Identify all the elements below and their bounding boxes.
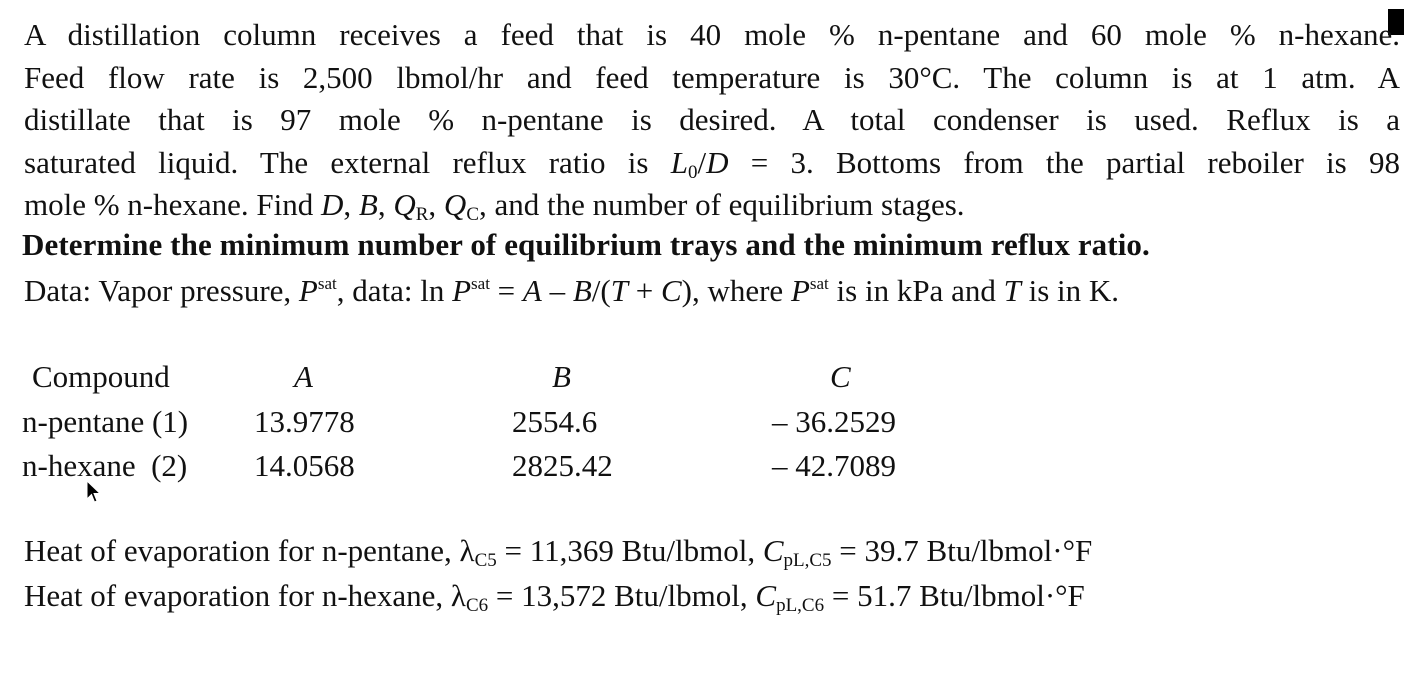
a-cell: 13.9778	[254, 403, 355, 439]
header-C: C	[830, 359, 851, 395]
data-pre: Data: Vapor pressure,	[24, 273, 299, 308]
find-post: , and the number of equilibrium stages.	[479, 187, 965, 222]
cp-pentane-value: = 39.7 Btu/lbmol·°F	[831, 533, 1093, 568]
data-P3: P	[790, 273, 810, 308]
find-B: B	[358, 187, 378, 222]
heat-pentane-text: Heat of evaporation for n-pentane,	[24, 533, 460, 568]
a-cell: 14.0568	[254, 448, 355, 484]
task-heading: Determine the minimum number of equilibrium trays and the minimum reflux ratio.	[22, 227, 1150, 262]
find-QR: Q	[393, 187, 416, 222]
reflux-L-subscript: 0	[687, 161, 698, 183]
heat-hexane-text: Heat of evaporation for n-hexane,	[24, 578, 451, 613]
find-QC-subscript: C	[466, 204, 479, 225]
problem-line-4	[24, 142, 1400, 185]
data-plus: +	[627, 273, 661, 308]
cp-subscript: pL,C6	[776, 595, 825, 616]
reflux-slash: /	[697, 144, 707, 180]
find-comma-1: ,	[343, 187, 359, 222]
heat-pentane-value: = 11,369 Btu/lbmol,	[496, 533, 763, 568]
header-A: A	[294, 359, 313, 395]
find-D: D	[321, 187, 344, 222]
data-T2: T	[1003, 273, 1021, 308]
problem-line-5	[24, 184, 1400, 227]
b-cell: 2825.42	[512, 448, 613, 484]
cp-symbol: C	[762, 533, 784, 568]
lambda-symbol: λ	[450, 578, 466, 613]
cp-hexane-value: = 51.7 Btu/lbmol·°F	[824, 578, 1085, 613]
data-minus: –	[541, 273, 573, 308]
reflux-text: saturated liquid. The external reflux ratio is	[24, 144, 671, 180]
table-header-row	[22, 355, 1030, 400]
header-compound: Compound	[32, 359, 170, 395]
data-P1: P	[298, 273, 318, 308]
antoine-constants-table	[22, 355, 1030, 489]
data-mid2: is in kPa and	[828, 273, 1004, 308]
compound-cell: n-pentane (1)	[22, 403, 189, 439]
find-QC: Q	[443, 187, 467, 222]
heat-hexane-line	[24, 578, 1085, 614]
data-mid1: , data: ln	[336, 273, 453, 308]
b-cell: 2554.6	[512, 403, 598, 439]
header-B: B	[552, 359, 571, 395]
compound-cell: n-hexane (2)	[22, 448, 188, 484]
data-end: is in K.	[1020, 273, 1120, 308]
reflux-L: L	[670, 144, 688, 180]
mouse-pointer-icon	[86, 480, 102, 504]
heat-hexane-value: = 13,572 Btu/lbmol,	[488, 578, 756, 613]
find-text: mole % n-hexane. Find	[24, 187, 322, 222]
cp-symbol: C	[755, 578, 777, 613]
data-C: C	[660, 273, 682, 308]
lambda-subscript: C5	[474, 550, 497, 571]
data-close: ), where	[681, 273, 791, 308]
table-row	[22, 444, 1030, 489]
find-QR-subscript: R	[415, 204, 429, 225]
find-comma-3: ,	[428, 187, 444, 222]
problem-line-1: A distillation column receives a feed that is 40 mole % n-pentane and 60 mole % n-hexane.	[24, 17, 1400, 52]
problem-line-2: Feed flow rate is 2,500 lbmol/hr and feed temperature is 30°C. The column is at 1 atm. A	[24, 59, 1400, 95]
reflux-D: D	[706, 144, 729, 180]
table-row	[22, 400, 1030, 445]
c-cell: – 42.7089	[772, 448, 896, 484]
heat-pentane-line	[24, 533, 1092, 569]
data-B: B	[572, 273, 592, 308]
reflux-post: = 3. Bottoms from the partial reboiler is 98	[728, 144, 1400, 180]
data-sat1: sat	[317, 274, 337, 293]
data-sat3: sat	[809, 274, 829, 293]
cp-subscript: pL,C5	[783, 550, 832, 571]
problem-line-3: distillate that is 97 mole % n-pentane is desired. A total condenser is used. Reflux is a	[24, 102, 1400, 137]
c-cell: – 36.2529	[772, 403, 896, 439]
data-sat2: sat	[471, 274, 490, 293]
data-P2: P	[452, 273, 472, 308]
lambda-subscript: C6	[465, 595, 489, 616]
data-T: T	[610, 273, 628, 308]
lambda-symbol: λ	[459, 533, 475, 568]
data-A: A	[522, 273, 542, 308]
vapor-pressure-equation	[24, 273, 1119, 309]
find-comma-2: ,	[377, 187, 394, 222]
problem-statement	[24, 14, 1400, 227]
data-slash: /(	[591, 273, 611, 308]
data-eq: =	[489, 273, 523, 308]
